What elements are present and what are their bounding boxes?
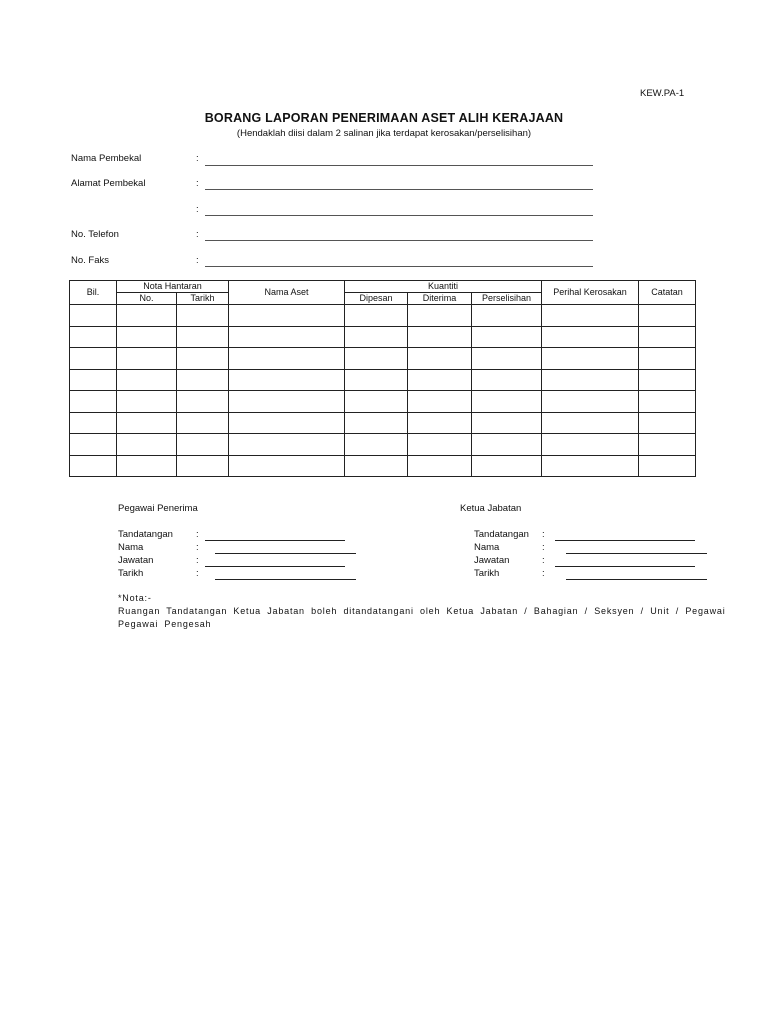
table-cell[interactable] [639, 455, 696, 477]
table-cell[interactable] [542, 305, 639, 327]
table-cell[interactable] [639, 434, 696, 456]
no-telefon-label: No. Telefon [71, 229, 119, 240]
header-catatan: Catatan [639, 281, 696, 305]
table-cell[interactable] [117, 455, 177, 477]
table-cell[interactable] [408, 412, 472, 434]
header-tarikh: Tarikh [177, 293, 229, 305]
table-cell[interactable] [542, 391, 639, 413]
table-body [70, 305, 696, 477]
colon: : [196, 229, 199, 240]
header-perselisihan: Perselisihan [472, 293, 542, 305]
left-tandatangan-line[interactable] [205, 540, 345, 541]
table-cell[interactable] [472, 434, 542, 456]
table-cell[interactable] [345, 434, 408, 456]
right-nama-label: Nama [474, 542, 500, 553]
table-cell[interactable] [177, 434, 229, 456]
no-telefon-line[interactable] [205, 240, 593, 241]
table-cell[interactable] [177, 455, 229, 477]
table-cell[interactable] [639, 412, 696, 434]
table-row [70, 391, 696, 413]
left-nama-label: Nama [118, 542, 144, 553]
note-line-2: Pegawai Pengesah [118, 619, 212, 629]
table-cell[interactable] [117, 348, 177, 370]
colon: : [196, 153, 199, 164]
table-cell[interactable] [229, 305, 345, 327]
colon: : [542, 568, 545, 579]
page-subtitle: (Hendaklah diisi dalam 2 salinan jika terdapat kerosakan/perselisihan) [236, 128, 532, 139]
table-cell[interactable] [542, 369, 639, 391]
header-perihal-kerosakan: Perihal Kerosakan [542, 281, 639, 305]
table-cell[interactable] [70, 455, 117, 477]
table-cell[interactable] [542, 412, 639, 434]
colon: : [196, 255, 199, 266]
right-jawatan-label: Jawatan [474, 555, 510, 566]
table-cell[interactable] [117, 434, 177, 456]
left-tarikh-line[interactable] [215, 579, 356, 580]
table-cell[interactable] [345, 455, 408, 477]
right-tarikh-line[interactable] [566, 579, 707, 580]
table-cell[interactable] [408, 369, 472, 391]
table-cell[interactable] [408, 455, 472, 477]
page-title: BORANG LAPORAN PENERIMAAN ASET ALIH KERAJAAN [204, 111, 564, 125]
table-cell[interactable] [542, 326, 639, 348]
colon: : [196, 529, 199, 540]
table-row [70, 369, 696, 391]
alamat-pembekal-label: Alamat Pembekal [71, 178, 146, 189]
table-cell[interactable] [408, 391, 472, 413]
table-cell[interactable] [177, 412, 229, 434]
table-row [70, 455, 696, 477]
left-jawatan-line[interactable] [205, 566, 345, 567]
table-cell[interactable] [345, 305, 408, 327]
table-cell[interactable] [117, 326, 177, 348]
table-cell[interactable] [229, 369, 345, 391]
table-row [70, 326, 696, 348]
left-tarikh-label: Tarikh [118, 568, 144, 579]
table-cell[interactable] [472, 455, 542, 477]
header-bil: Bil. [70, 281, 117, 305]
table-row [70, 348, 696, 370]
table-cell[interactable] [229, 326, 345, 348]
form-code: KEW.PA-1 [640, 88, 685, 99]
pegawai-penerima-heading: Pegawai Penerima [118, 503, 198, 514]
nama-pembekal-label: Nama Pembekal [71, 153, 142, 164]
table-cell[interactable] [542, 434, 639, 456]
table-cell[interactable] [177, 326, 229, 348]
table-cell[interactable] [345, 326, 408, 348]
header-dipesan: Dipesan [345, 293, 408, 305]
right-jawatan-line[interactable] [555, 566, 695, 567]
table-cell[interactable] [70, 326, 117, 348]
table-cell[interactable] [229, 412, 345, 434]
colon: : [196, 568, 199, 579]
table-cell[interactable] [345, 348, 408, 370]
table-cell[interactable] [639, 326, 696, 348]
table-cell[interactable] [542, 348, 639, 370]
table-cell[interactable] [472, 391, 542, 413]
right-tandatangan-line[interactable] [555, 540, 695, 541]
note-heading: *Nota:- [118, 593, 152, 603]
colon: : [542, 529, 545, 540]
colon: : [196, 555, 199, 566]
table-cell[interactable] [70, 348, 117, 370]
table-cell[interactable] [472, 412, 542, 434]
colon: : [196, 178, 199, 189]
table-cell[interactable] [117, 391, 177, 413]
table-cell[interactable] [472, 326, 542, 348]
table-cell[interactable] [70, 369, 117, 391]
table-cell[interactable] [345, 412, 408, 434]
table-cell[interactable] [345, 369, 408, 391]
table-cell[interactable] [639, 305, 696, 327]
table-cell[interactable] [229, 455, 345, 477]
colon: : [542, 542, 545, 553]
left-jawatan-label: Jawatan [118, 555, 154, 566]
table-cell[interactable] [177, 305, 229, 327]
table-cell[interactable] [345, 391, 408, 413]
colon: : [542, 555, 545, 566]
table-cell[interactable] [639, 391, 696, 413]
table-cell[interactable] [229, 434, 345, 456]
table-cell[interactable] [70, 434, 117, 456]
left-nama-line[interactable] [215, 553, 356, 554]
asset-table [69, 280, 696, 477]
header-kuantiti: Kuantiti [345, 281, 542, 293]
alamat-pembekal-line-2[interactable] [205, 215, 593, 216]
left-tandatangan-label: Tandatangan [118, 529, 173, 540]
table-cell[interactable] [177, 348, 229, 370]
table-row [70, 412, 696, 434]
no-faks-line[interactable] [205, 266, 593, 267]
table-cell[interactable] [229, 348, 345, 370]
right-tandatangan-label: Tandatangan [474, 529, 529, 540]
table-cell[interactable] [639, 348, 696, 370]
table-cell[interactable] [472, 305, 542, 327]
table-cell[interactable] [70, 391, 117, 413]
no-faks-label: No. Faks [71, 255, 110, 266]
table-cell[interactable] [472, 348, 542, 370]
table-cell[interactable] [177, 369, 229, 391]
right-nama-line[interactable] [566, 553, 707, 554]
table-cell[interactable] [472, 369, 542, 391]
alamat-pembekal-line-1[interactable] [205, 189, 593, 190]
table-cell[interactable] [117, 412, 177, 434]
table-row [70, 434, 696, 456]
header-nota-hantaran: Nota Hantaran [117, 281, 229, 293]
table-cell[interactable] [408, 305, 472, 327]
ketua-jabatan-heading: Ketua Jabatan [460, 503, 522, 514]
header-diterima: Diterima [408, 293, 472, 305]
table-cell[interactable] [639, 369, 696, 391]
table-cell[interactable] [177, 391, 229, 413]
colon: : [196, 204, 199, 215]
header-no: No. [117, 293, 177, 305]
right-tarikh-label: Tarikh [474, 568, 500, 579]
table-cell[interactable] [229, 391, 345, 413]
table-cell[interactable] [70, 305, 117, 327]
table-cell[interactable] [542, 455, 639, 477]
table-cell[interactable] [117, 305, 177, 327]
table-row [70, 305, 696, 327]
table-cell[interactable] [408, 434, 472, 456]
table-cell[interactable] [408, 348, 472, 370]
note-line-1: Ruangan Tandatangan Ketua Jabatan boleh ditandatangani oleh Ketua Jabatan / Bahagian / Seksyen / Unit / Pegawai [118, 606, 726, 616]
table-cell[interactable] [117, 369, 177, 391]
table-cell[interactable] [408, 326, 472, 348]
nama-pembekal-line[interactable] [205, 165, 593, 166]
header-nama-aset: Nama Aset [229, 281, 345, 305]
colon: : [196, 542, 199, 553]
table-cell[interactable] [70, 412, 117, 434]
